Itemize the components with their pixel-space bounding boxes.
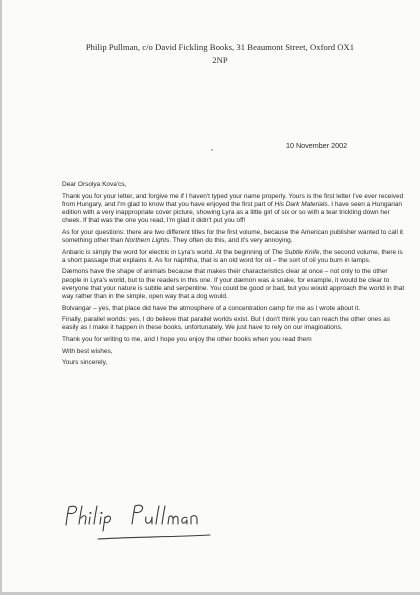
book-title-northern-lights: Northern Lights — [124, 237, 170, 244]
letterhead-line-1: Philip Pullman, c/o David Fickling Books, 31 Beaumont Street, Oxford OX1 — [85, 42, 355, 52]
paragraph-3-text-rest: , the second volume, there is a short passage that explains it. As for naphtha, that is an old word for oil – the sort of oil you burn in lamps. — [62, 248, 403, 264]
signature-ink — [66, 505, 210, 539]
scan-edge-left — [0, 0, 2, 595]
paragraph-1-text-rest: . I have seen a Hungarian edition with a very inappropriate cover picture, showing Lyra as a little girl of six or so with a tear trickling down her cheek. If that was the one you read, I'm glad it didn't put you off! — [62, 200, 403, 225]
paragraph-1-text: Thank you for your letter, and forgive me if I haven't typed your name properly. Yours is the first letter I've ever received from Hungary, and I'm glad to know that you have enjoyed the first part of — [62, 192, 404, 208]
paragraph-2-text: As for your questions: there are two different titles for the first volume, because the American publisher wanted to call it something other than — [62, 228, 403, 244]
letterhead-line-2: 2NP — [212, 55, 228, 65]
paragraph-2-text-rest: . They often do this, and it's very annoying. — [169, 237, 293, 244]
salutation: Dear Orsolya Kova'cs, — [62, 181, 127, 188]
paragraph-4: Dæmons have the shape of animals because that makes their characteristics clear at once – not only to the other people in Lyra's world, but to the readers in this one. If your dæmon was a snake, for example, it would be clear to everyone that your nature is subtle and serpentine. You could be good or bad, but you would approach the world in that way rather than in the simple, open way that a dog would. — [62, 268, 405, 300]
paragraph-6: Finally, parallel worlds: yes, I do believe that parallel worlds exist. But I don't think you can reach the other ones as easily as I make it happen in these books, unfortunately. We just have to rely on our imaginations. — [62, 316, 391, 332]
paragraph-5: Bolvangar – yes, that place did have the atmosphere of a concentration camp for me as I wrote about it. — [62, 304, 361, 312]
closing-wishes: With best wishes, — [62, 347, 113, 355]
letterhead — [36, 41, 404, 67]
scan-speck — [211, 149, 213, 151]
handwritten-signature — [60, 497, 240, 545]
paragraph-3 — [62, 249, 408, 265]
book-title-the-subtle-knife: The Subtle Knife — [271, 248, 320, 256]
letter-date: 10 November 2002 — [286, 141, 348, 150]
paragraph-7: Thank you for writing to me, and I hope you enjoy the other books when you read them — [62, 335, 312, 343]
book-title-his-dark-materials: His Dark Materials — [274, 200, 328, 208]
letter-body — [62, 181, 408, 371]
paragraph-3-text: Anbaric is simply the word for electric in Lyra's world. At the beginning of — [62, 248, 272, 256]
paragraph-2 — [62, 229, 408, 245]
closing-sincerely: Yours sincerely, — [62, 359, 108, 367]
paragraph-1 — [62, 193, 408, 226]
